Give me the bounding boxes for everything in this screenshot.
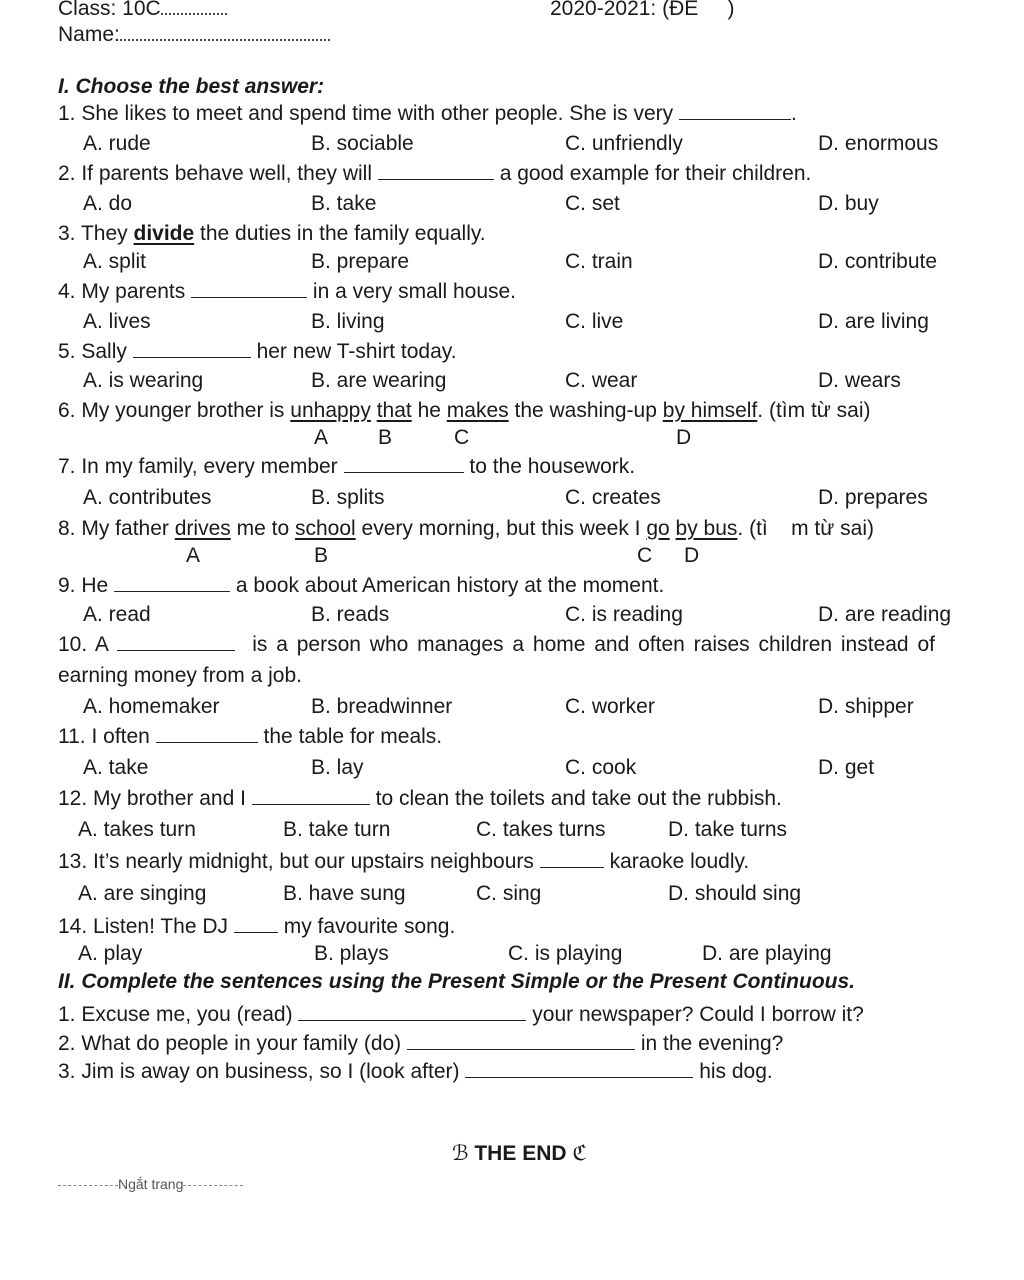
question-10: 10. A is a person who manages a home and often raises children instead of xyxy=(58,633,935,656)
q6-mark-c: C xyxy=(454,426,470,449)
ornament-right-icon: ℭ xyxy=(572,1142,588,1165)
section-2-sentence-2: 2. What do people in your family (do) in the evening? xyxy=(58,1032,784,1055)
q13-option-c: C. sing xyxy=(476,882,542,905)
q13-option-b: B. have sung xyxy=(283,882,406,905)
q3-option-a: A. split xyxy=(83,250,147,273)
question-14: 14. Listen! The DJ my favourite song. xyxy=(58,915,456,938)
question-11: 11. I often the table for meals. xyxy=(58,725,443,748)
section-2-title: II. Complete the sentences using the Present Simple or the Present Continuous. xyxy=(58,970,855,993)
q1-option-c: C. unfriendly xyxy=(565,132,683,155)
q5-option-c: C. wear xyxy=(565,369,638,392)
q13-option-a: A. are singing xyxy=(78,882,207,905)
q12-option-a: A. takes turn xyxy=(78,818,196,841)
q7-option-c: C. creates xyxy=(565,486,661,509)
q3-option-b: B. prepare xyxy=(311,250,410,273)
section-2-sentence-1: 1. Excuse me, you (read) your newspaper? Could I borrow it? xyxy=(58,1003,864,1026)
question-5: 5. Sally her new T-shirt today. xyxy=(58,340,457,363)
ornament-left-icon: ℬ xyxy=(452,1142,469,1165)
q14-option-d: D. are playing xyxy=(702,942,832,965)
q5-option-a: A. is wearing xyxy=(83,369,204,392)
q12-option-d: D. take turns xyxy=(668,818,788,841)
q1-option-d: D. enormous xyxy=(818,132,939,155)
question-3: 3. They divide the duties in the family equally. xyxy=(58,222,486,245)
q5-option-d: D. wears xyxy=(818,369,901,392)
q4-option-a: A. lives xyxy=(83,310,151,333)
q7-option-b: B. splits xyxy=(311,486,385,509)
q13-option-d: D. should sing xyxy=(668,882,802,905)
q4-option-d: D. are living xyxy=(818,310,929,333)
section-1-title: I. Choose the best answer: xyxy=(58,75,325,98)
q11-option-a: A. take xyxy=(83,756,149,779)
q11-option-d: D. get xyxy=(818,756,875,779)
section-2-sentence-3: 3. Jim is away on business, so I (look after) his dog. xyxy=(58,1060,773,1083)
name-label: Name: xyxy=(58,22,330,48)
q6-mark-b: B xyxy=(378,426,393,449)
question-4: 4. My parents in a very small house. xyxy=(58,280,517,303)
class-label: Class: 10C xyxy=(58,0,227,22)
q8-mark-d: D xyxy=(684,544,700,567)
question-7: 7. In my family, every member to the housework. xyxy=(58,455,636,478)
page-break-marker: Ngắt trang xyxy=(58,1176,243,1192)
q11-option-c: C. cook xyxy=(565,756,637,779)
q6-mark-d: D xyxy=(676,426,692,449)
q10-option-c: C. worker xyxy=(565,695,655,718)
question-9: 9. He a book about American history at the moment. xyxy=(58,574,665,597)
question-12: 12. My brother and I to clean the toilets and take out the rubbish. xyxy=(58,787,782,810)
q14-option-a: A. play xyxy=(78,942,143,965)
q8-mark-a: A xyxy=(186,544,201,567)
q4-option-b: B. living xyxy=(311,310,385,333)
q2-option-c: C. set xyxy=(565,192,620,215)
question-2: 2. If parents behave well, they will a good example for their children. xyxy=(58,162,812,185)
question-10-line-2: earning money from a job. xyxy=(58,664,302,687)
q10-option-d: D. shipper xyxy=(818,695,914,718)
q1-option-b: B. sociable xyxy=(311,132,414,155)
q12-option-c: C. takes turns xyxy=(476,818,606,841)
q14-option-b: B. plays xyxy=(314,942,389,965)
q3-option-d: D. contribute xyxy=(818,250,938,273)
q4-option-c: C. live xyxy=(565,310,624,333)
q2-option-a: A. do xyxy=(83,192,133,215)
q6-mark-a: A xyxy=(314,426,329,449)
q5-option-b: B. are wearing xyxy=(311,369,447,392)
question-13: 13. It’s nearly midnight, but our upstairs neighbours karaoke loudly. xyxy=(58,850,750,873)
q9-option-c: C. is reading xyxy=(565,603,683,626)
q3-option-c: C. train xyxy=(565,250,633,273)
q9-option-b: B. reads xyxy=(311,603,390,626)
q1-option-a: A. rude xyxy=(83,132,151,155)
question-1: 1. She likes to meet and spend time with other people. She is very . xyxy=(58,102,797,125)
q7-option-a: A. contributes xyxy=(83,486,212,509)
the-end-marker: ℬ THE END ℭ xyxy=(452,1142,588,1165)
q7-option-d: D. prepares xyxy=(818,486,928,509)
q14-option-c: C. is playing xyxy=(508,942,623,965)
question-8: 8. My father drives me to school every morning, but this week I go by bus. (tì m từ sai) xyxy=(58,517,875,540)
q2-option-b: B. take xyxy=(311,192,377,215)
q10-option-a: A. homemaker xyxy=(83,695,220,718)
q12-option-b: B. take turn xyxy=(283,818,391,841)
q11-option-b: B. lay xyxy=(311,756,364,779)
q8-mark-b: B xyxy=(314,544,329,567)
q9-option-d: D. are reading xyxy=(818,603,952,626)
q10-option-b: B. breadwinner xyxy=(311,695,453,718)
q9-option-a: A. read xyxy=(83,603,151,626)
q2-option-d: D. buy xyxy=(818,192,879,215)
question-6: 6. My younger brother is unhappy that he makes the washing-up by himself. (tìm từ sai) xyxy=(58,399,871,422)
school-year-label: 2020-2021: (ĐE ) xyxy=(550,0,735,20)
q8-mark-c: C xyxy=(637,544,653,567)
